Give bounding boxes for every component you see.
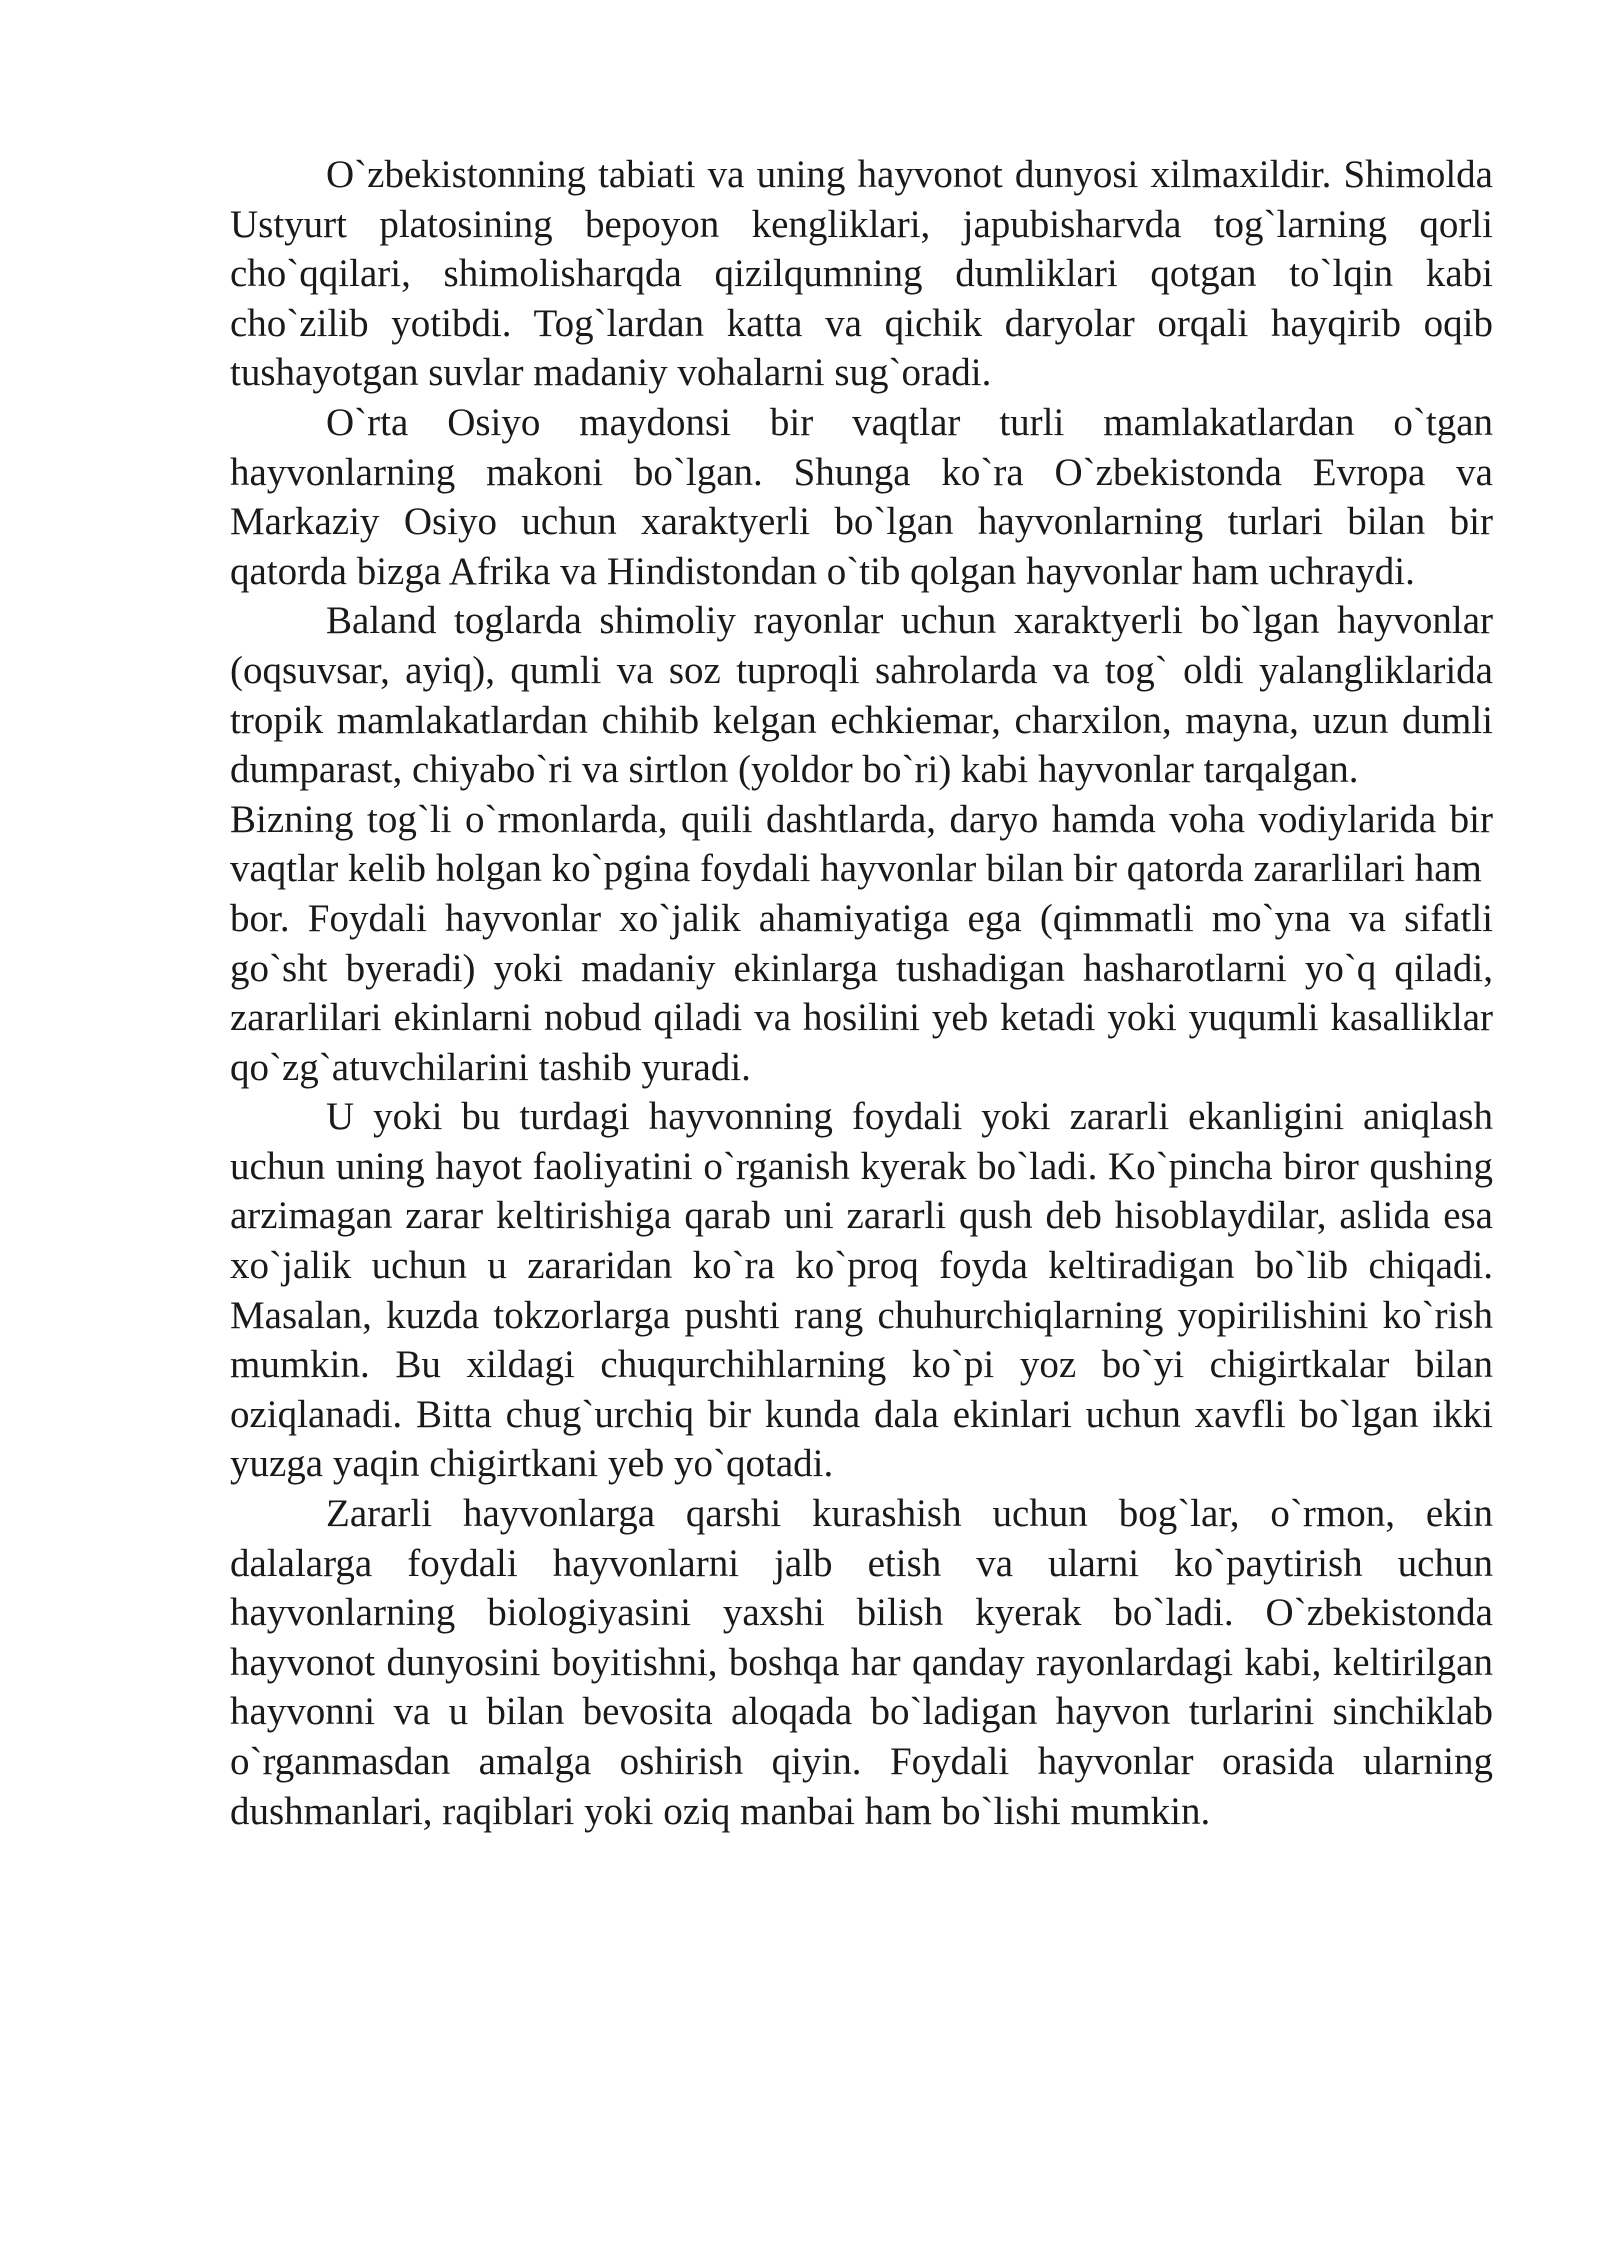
paragraph-1: O`zbekistonning tabiati va uning hayvonot dunyosi xilmaxildir. Shimolda Ustyurt platosining bepoyon kengliklari, japubisharvda tog`larning qorli cho`qqilari, shimolisharqda qizilqumning dumliklari qotgan to`lqin kabi cho`zilib yotibdi. Tog`lardan katta va qichik daryolar orqali hayqirib oqib tushayotgan suvlar madaniy vohalarni sug`oradi. xyxy=(230,153,1493,395)
paragraph-7: Zararli hayvonlarga qarshi kurashish uchun bog`lar, o`rmon, ekin dalalarga foydali hayvonlarni jalb etish va ularni ko`paytirish uchun hayvonlarning biologiyasini yaxshi bilish kyerak bo`ladi. O`zbekistonda hayvonot dunyosini boyitishni, boshqa har qanday rayonlardagi kabi, keltirilgan hayvonni va u bilan bevosita aloqada bo`ladigan hayvon turlarini sinchiklab o`rganmasdan amalga oshirish qiyin. Foydali hayvonlar orasida ularning dushmanlari, raqiblari yoki oziq manbai ham bo`lishi mumkin. xyxy=(230,1492,1493,1833)
document-page xyxy=(230,150,1493,1836)
paragraph-4: Bizning tog`li o`rmonlarda, quili dashtlarda, daryo hamda voha vodiylarida bir vaqtlar kelib holgan ko`pgina foydali hayvonlar bilan bir qatorda zararlilari ham xyxy=(230,797,1493,891)
paragraph-6: U yoki bu turdagi hayvonning foydali yoki zararli ekanligini aniqlash uchun uning hayot faoliyatini o`rganish kyerak bo`ladi. Ko`pincha biror qushing arzimagan zarar keltirishiga qarab uni zararli qush deb hisoblaydilar, aslida esa xo`jalik uchun u zararidan ko`ra ko`proq foyda keltiradigan bo`lib chiqadi. Masalan, kuzda tokzorlarga pushti rang chuhurchiqlarning yopirilishini ko`rish mumkin. Bu xildagi chuqurchihlarning ko`pi yoz bo`yi chigirtkalar bilan oziqlanadi. Bitta chug`urchiq bir kunda dala ekinlari uchun xavfli bo`lgan ikki yuzga yaqin chigirtkani yeb yo`qotadi. xyxy=(230,1095,1493,1486)
paragraph-2: O`rta Osiyo maydonsi bir vaqtlar turli mamlakatlardan o`tgan hayvonlarning makoni bo`lgan. Shunga ko`ra O`zbekistonda Evropa va Markaziy Osiyo uchun xaraktyerli bo`lgan hayvonlarning turlari bilan bir qatorda bizga Afrika va Hindistondan o`tib qolgan hayvonlar ham uchraydi. xyxy=(230,400,1493,593)
paragraph-5: bor. Foydali hayvonlar xo`jalik ahamiyatiga ega (qimmatli mo`yna va sifatli go`sht byeradi) yoki madaniy ekinlarga tushadigan hasharotlarni yo`q qiladi, zararlilari ekinlarni nobud qiladi va hosilini yeb ketadi yoki yuqumli kasalliklar qo`zg`atuvchilarini tashib yuradi. xyxy=(230,896,1493,1089)
paragraph-3: Baland toglarda shimoliy rayonlar uchun xaraktyerli bo`lgan hayvonlar (oqsuvsar, ayiq), qumli va soz tuproqli sahrolarda va tog` oldi yalangliklarida tropik mamlakatlardan chihib kelgan echkiemar, charxilon, mayna, uzun dumli dumparast, chiyabo`ri va sirtlon (yoldor bo`ri) kabi hayvonlar tarqalgan. xyxy=(230,599,1493,792)
